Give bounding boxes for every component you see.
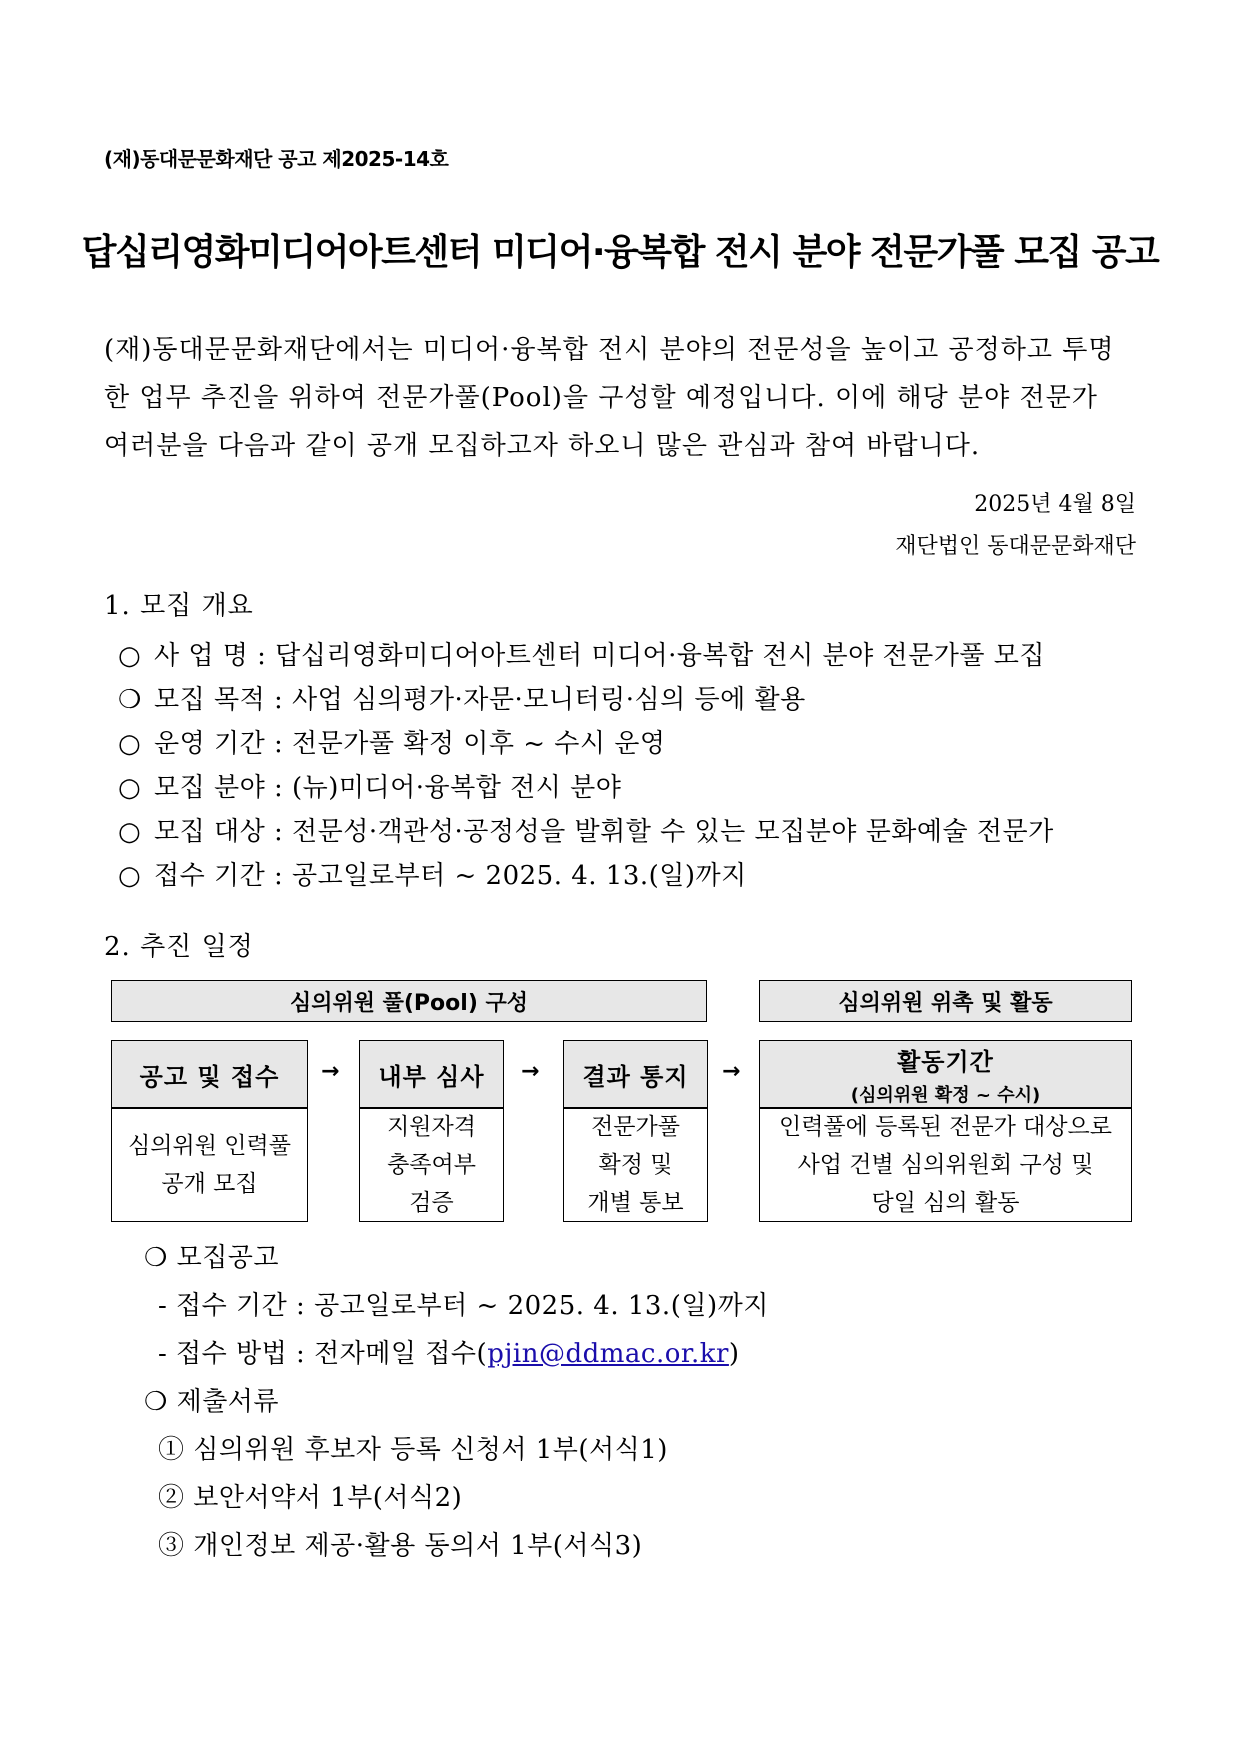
- overview-item: ○ 운영 기간 : 전문가풀 확정 이후 ~ 수시 운영: [118, 722, 1054, 766]
- step-label: 내부 심사: [378, 1062, 485, 1091]
- bullet-icon: ○: [118, 817, 142, 847]
- overview-item: ○ 모집 분야 : (뉴)미디어·융복합 전시 분야: [118, 766, 1054, 810]
- overview-item: ○ 모집 대상 : 전문성·객관성·공정성을 발휘할 수 있는 모집분야 문화예술 전문가: [118, 810, 1054, 854]
- issuer-name: 재단법인 동대문문화재단: [895, 534, 1136, 559]
- group-header-activity: 심의위원 위촉 및 활동: [759, 980, 1132, 1022]
- step-description: 지원자격 충족여부 검증: [359, 1108, 504, 1222]
- bullet-icon: ❍: [118, 685, 142, 715]
- group-header-pool: 심의위원 풀(Pool) 구성: [111, 980, 707, 1022]
- email-link[interactable]: pjin@ddmac.or.kr: [487, 1339, 729, 1369]
- doc-item: ② 보안서약서 1부(서식2): [158, 1483, 463, 1513]
- step-label: 결과 통지: [582, 1062, 689, 1091]
- overview-list: [118, 634, 1054, 898]
- step-label: 공고 및 접수: [139, 1062, 280, 1091]
- bullet-icon: ○: [118, 729, 142, 759]
- step-description: 심의위원 인력풀 공개 모집: [111, 1108, 308, 1222]
- details-list: [144, 1234, 769, 1570]
- date-block: [895, 484, 1136, 568]
- overview-item: ○ 접수 기간 : 공고일로부터 ~ 2025. 4. 13.(일)까지: [118, 854, 1054, 898]
- intro-line: 여러분을 다음과 같이 공개 모집하고자 하오니 많은 관심과 참여 바랍니다.: [104, 431, 981, 461]
- doc-item: ① 심의위원 후보자 등록 신청서 1부(서식1): [158, 1435, 668, 1465]
- arrow-right-icon: →: [321, 1059, 340, 1084]
- intro-line: 한 업무 추진을 위하여 전문가풀(Pool)을 구성할 예정입니다. 이에 해당 분야 전문가: [104, 383, 1098, 413]
- step-description: 전문가풀 확정 및 개별 통보: [563, 1108, 708, 1222]
- notice-number: (재)동대문문화재단 공고 제2025-14호: [104, 147, 449, 171]
- arrow-right-icon: →: [521, 1059, 540, 1084]
- step-label: 활동기간: [897, 1047, 994, 1076]
- step-result-notice: [563, 1040, 708, 1108]
- bullet-icon: ○: [118, 773, 142, 803]
- intro-paragraph: [104, 326, 1136, 470]
- apply-period: - 접수 기간 : 공고일로부터 ~ 2025. 4. 13.(일)까지: [158, 1291, 769, 1321]
- bullet-icon: ○: [118, 641, 142, 671]
- step-sublabel: (심의위원 확정 ~ 수시): [850, 1084, 1041, 1106]
- docs-heading: ❍ 제출서류: [144, 1387, 280, 1417]
- recruit-heading: ❍ 모집공고: [144, 1243, 280, 1273]
- arrow-right-icon: →: [722, 1059, 741, 1084]
- overview-item: ❍ 모집 목적 : 사업 심의평가·자문·모니터링·심의 등에 활용: [118, 678, 1054, 722]
- step-announce-apply: [111, 1040, 308, 1108]
- intro-line: (재)동대문문화재단에서는 미디어·융복합 전시 분야의 전문성을 높이고 공정하고 투명: [104, 335, 1115, 365]
- apply-method: - 접수 방법 : 전자메일 접수(pjin@ddmac.or.kr): [158, 1339, 740, 1369]
- step-description: 인력풀에 등록된 전문가 대상으로 사업 건별 심의위원회 구성 및 당일 심의 활동: [759, 1108, 1132, 1222]
- section-1-heading: 1. 모집 개요: [104, 591, 254, 621]
- doc-item: ③ 개인정보 제공·활용 동의서 1부(서식3): [158, 1531, 643, 1561]
- step-activity-period: [759, 1040, 1132, 1108]
- document-title: 답십리영화미디어아트센터 미디어·융복합 전시 분야 전문가풀 모집 공고: [81, 232, 1159, 273]
- notice-date: 2025년 4월 8일: [974, 492, 1136, 517]
- step-internal-review: [359, 1040, 504, 1108]
- bullet-icon: ○: [118, 861, 142, 891]
- overview-item: ○ 사 업 명 : 답십리영화미디어아트센터 미디어·융복합 전시 분야 전문가풀 모집: [118, 634, 1054, 678]
- section-2-heading: 2. 추진 일정: [104, 932, 254, 962]
